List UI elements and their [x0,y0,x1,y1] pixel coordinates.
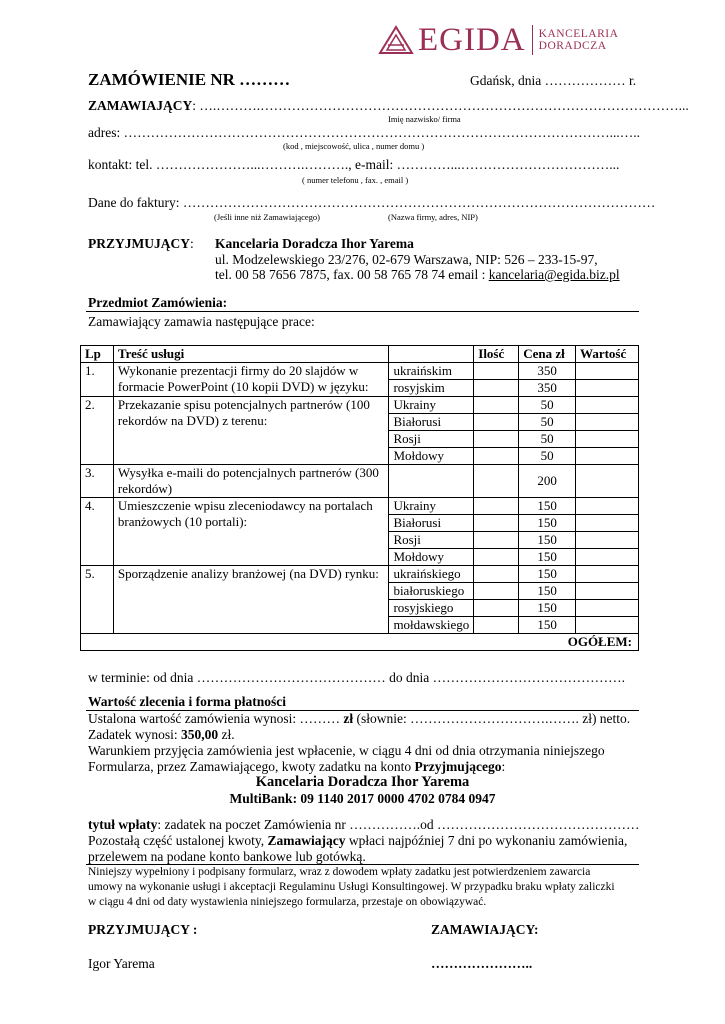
invoice-hint-2: (Nazwa firmy, adres, NIP) [388,212,478,222]
row-value-cell[interactable] [576,566,639,583]
payment-heading: Wartość zlecenia i forma płatności [88,694,286,709]
row-option: mołdawskiego [389,617,474,634]
row-price: 150 [519,549,576,566]
row-price: 150 [519,498,576,515]
row-value-cell[interactable] [576,465,639,498]
row-price: 200 [519,465,576,498]
order-title: ZAMÓWIENIE NR ……… [88,70,291,89]
row-option: Ukrainy [389,397,474,414]
row-qty-cell[interactable] [474,465,519,498]
note-line-1: Niniejszy wypełniony i podpisany formularz, wraz z dowodem wpłaty zadatku jest potwierdzeniem zawarcia [88,866,591,878]
contractor-label: PRZYJMUJĄCY: [88,236,194,251]
row-option [389,465,474,498]
row-value-cell[interactable] [576,600,639,617]
row-value-cell[interactable] [576,498,639,515]
row-value-cell[interactable] [576,448,639,465]
term-line[interactable]: w terminie: od dnia …………………………………… do dnia ……………………………………. [88,670,625,685]
row-value-cell[interactable] [576,583,639,600]
contact-line[interactable]: kontakt: tel. …………………...……….………., e-mail: …………...……………………………... [88,157,620,172]
row-price: 150 [519,617,576,634]
logo-divider [532,25,533,55]
client-hint: Imię nazwisko/ firma [388,114,461,124]
payment-title-line[interactable]: tytuł wpłaty: zadatek na poczet Zamówienia nr …………….od ……………………………………… [88,817,640,832]
contractor-contact: tel. 00 58 7656 7875, fax. 00 58 765 78 74 email : kancelaria@egida.biz.pl [215,267,620,282]
row-qty-cell[interactable] [474,380,519,397]
header-lp: Lp [81,346,114,363]
row-option: Rosji [389,431,474,448]
deposit-line: Zadatek wynosi: 350,00 zł. [88,727,235,742]
row-service: Przekazanie spisu potencjalnych partnerów (100 rekordów na DVD) z terenu: [113,397,389,465]
contractor-address: ul. Modzelewskiego 23/276, 02-679 Warszawa, NIP: 526 – 233-15-97, [215,252,598,267]
egida-logo [378,22,618,58]
client-line[interactable]: ZAMAWIAJĄCY: ….……….…………………………………………………………………………………... [88,98,689,113]
logo-brand: EGIDA [418,21,526,58]
total-row [81,634,639,651]
logo-subtitle: KANCELARIA DORADCZA [538,28,619,52]
row-qty-cell[interactable] [474,532,519,549]
value-line[interactable]: Ustalona wartość zamówienia wynosi: ……… zł (słownie: ………………………….……. zł) netto. [88,711,631,726]
table-row [81,498,639,515]
subject-rule [86,311,639,312]
row-lp: 3. [81,465,114,498]
header-qty: Ilość [474,346,519,363]
row-option: ukraińskiego [389,566,474,583]
row-value-cell[interactable] [576,549,639,566]
row-price: 150 [519,583,576,600]
row-price: 150 [519,515,576,532]
row-qty-cell[interactable] [474,617,519,634]
table-row [81,363,639,380]
row-qty-cell[interactable] [474,414,519,431]
row-option: ukraińskim [389,363,474,380]
header-value: Wartość [576,346,639,363]
row-qty-cell[interactable] [474,363,519,380]
row-option: białoruskiego [389,583,474,600]
row-price: 150 [519,566,576,583]
signature-right-label: ZAMAWIAJĄCY: [431,922,539,937]
row-qty-cell[interactable] [474,498,519,515]
row-value-cell[interactable] [576,363,639,380]
row-value-cell[interactable] [576,414,639,431]
address-line[interactable]: adres: ………………………………………………………………………………………………...….. [88,125,640,140]
row-qty-cell[interactable] [474,549,519,566]
row-price: 150 [519,532,576,549]
row-price: 50 [519,448,576,465]
rest-line-1: Pozostałą część ustalonej kwoty, Zamawiający wpłaci najpóźniej 7 dni po wykonaniu zamówienia, [88,833,628,848]
row-qty-cell[interactable] [474,448,519,465]
row-lp: 2. [81,397,114,465]
row-lp: 5. [81,566,114,634]
egida-triangle-icon [378,25,414,55]
row-option: Ukrainy [389,498,474,515]
bank-account: MultiBank: 09 1140 2017 0000 4702 0784 0947 [229,791,496,806]
address-hint: (kod , miejscowość, ulica , numer domu ) [283,141,425,151]
row-option: Białorusi [389,414,474,431]
signature-right-line[interactable]: ………………….. [431,956,533,971]
row-price: 50 [519,431,576,448]
row-qty-cell[interactable] [474,431,519,448]
subject-heading: Przedmiot Zamówienia: [88,295,228,310]
row-option: rosyjskiego [389,600,474,617]
condition-line-1: Warunkiem przyjęcia zamówienia jest wpłacenie, w ciągu 4 dni od dnia otrzymania niniejszego [88,743,605,758]
rest-line-2: przelewem na podane konto bankowe lub gotówką. [88,849,366,864]
signature-left-name: Igor Yarema [88,956,155,971]
row-option: Białorusi [389,515,474,532]
order-table [80,345,639,651]
row-value-cell[interactable] [576,532,639,549]
row-service: Wysyłka e-maili do potencjalnych partnerów (300 rekordów) [113,465,389,498]
row-price: 350 [519,380,576,397]
row-option: Mołdowy [389,448,474,465]
row-price: 350 [519,363,576,380]
note-line-2: umowy na wykonanie usługi i akceptacji Regulaminu Usługi Konsultingowej. W przypadku braku wpłaty zaliczki [88,881,615,893]
contractor-name: Kancelaria Doradcza Ihor Yarema [215,236,414,251]
row-value-cell[interactable] [576,515,639,532]
contact-hint: ( numer telefonu , fax. , email ) [302,175,409,185]
invoice-hint-1: (Jeśli inne niż Zamawiającego) [214,212,320,222]
table-row [81,465,639,498]
invoice-line[interactable]: Dane do faktury: …………………………………………………………………………………………… [88,195,656,210]
header-service: Treść usługi [113,346,389,363]
condition-line-2: Formularza, przez Zamawiającego, kwoty zadatku na konto Przyjmującego: [88,759,506,774]
row-qty-cell[interactable] [474,397,519,414]
row-option: Mołdowy [389,549,474,566]
bank-name: Kancelaria Doradcza Ihor Yarema [255,774,470,790]
table-row [81,397,639,414]
row-service: Wykonanie prezentacji firmy do 20 slajdów w formacie PowerPoint (10 kopii DVD) w języku: [113,363,389,397]
row-option: Rosji [389,532,474,549]
row-service: Sporządzenie analizy branżowej (na DVD) rynku: [113,566,389,634]
row-qty-cell[interactable] [474,566,519,583]
signature-left-label: PRZYJMUJĄCY : [88,922,198,937]
row-price: 150 [519,600,576,617]
header-option [389,346,474,363]
row-lp: 4. [81,498,114,566]
table-row [81,566,639,583]
row-option: rosyjskim [389,380,474,397]
row-service: Umieszczenie wpisu zleceniodawcy na portalach branżowych (10 portali): [113,498,389,566]
city-date[interactable]: Gdańsk, dnia ……………… r. [470,73,637,88]
contractor-email-link[interactable]: kancelaria@egida.biz.pl [488,267,620,282]
table-header-row [81,346,639,363]
row-price: 50 [519,397,576,414]
row-value-cell[interactable] [576,397,639,414]
note-line-3: w ciągu 4 dni od daty wystawienia niniejszego formularza, przestaje on obowiązywać. [88,896,487,908]
subject-intro: Zamawiający zamawia następujące prace: [88,314,315,329]
row-qty-cell[interactable] [474,583,519,600]
header-price: Cena zł [519,346,576,363]
total-label: OGÓŁEM: [81,634,639,651]
row-value-cell[interactable] [576,617,639,634]
row-qty-cell[interactable] [474,600,519,617]
row-value-cell[interactable] [576,380,639,397]
row-value-cell[interactable] [576,431,639,448]
row-qty-cell[interactable] [474,515,519,532]
row-lp: 1. [81,363,114,397]
row-price: 50 [519,414,576,431]
